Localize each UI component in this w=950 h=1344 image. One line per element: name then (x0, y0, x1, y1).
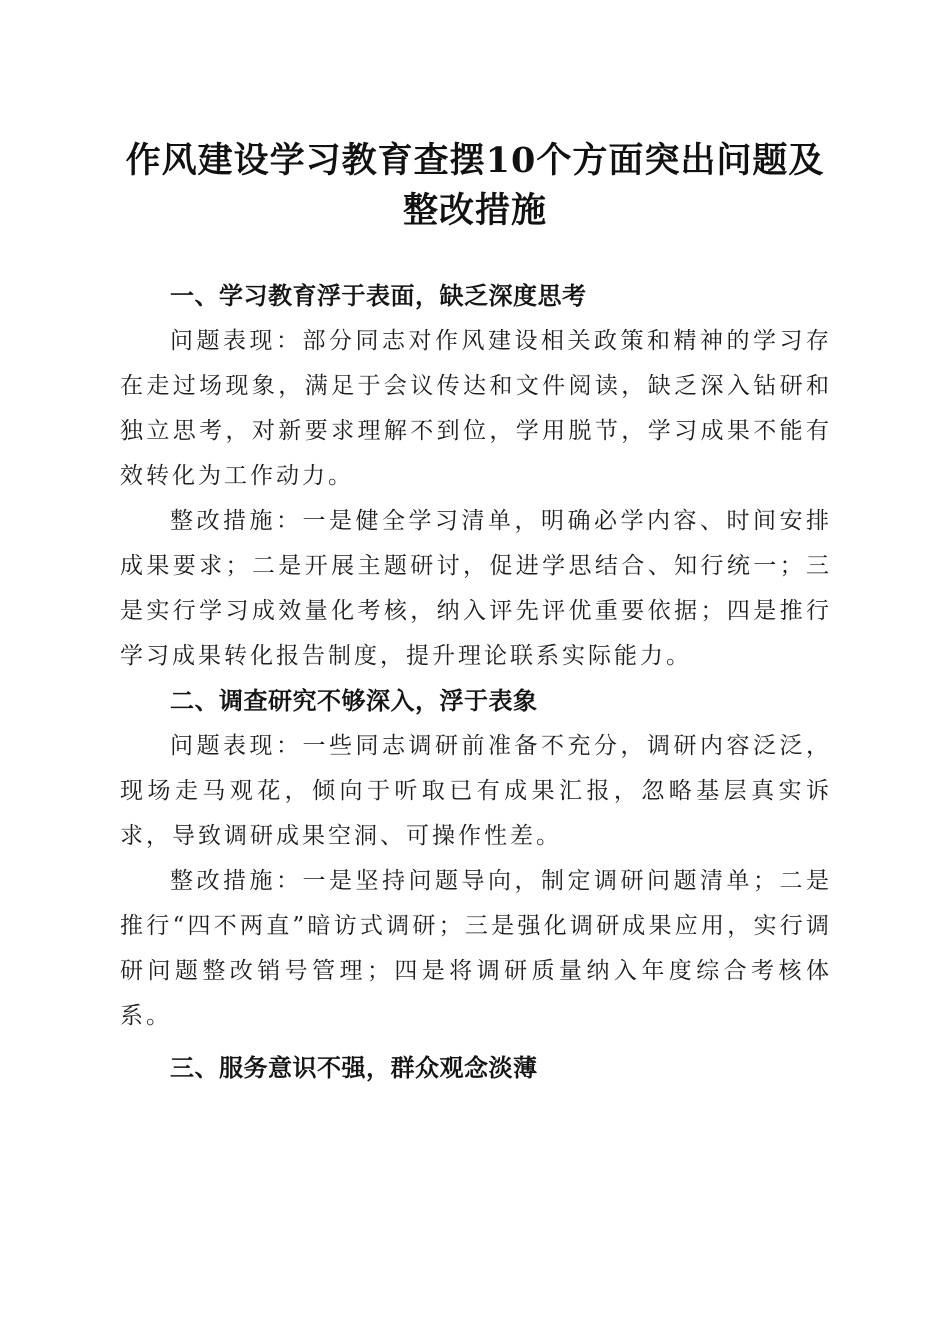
section-1-measures: 整改措施：一是健全学习清单，明确必学内容、时间安排成果要求；二是开展主题研讨，促进学思结合、知行统一；三是实行学习成效量化考核，纳入评先评优重要依据；四是推行学习成果转化报告制度，提升理论联系实际能力。 (120, 508, 832, 669)
title-line-1: 作风建设学习教育查摆10个方面突出问题及 (125, 140, 825, 181)
section-2-problem: 问题表现：一些同志调研前准备不充分，调研内容泛泛，现场走马观花，倾向于听取已有成果汇报，忽略基层真实诉求，导致调研成果空洞、可操作性差。 (120, 733, 832, 849)
title-line-2: 整改措施 (402, 190, 547, 231)
section-2-measures: 整改措施：一是坚持问题导向，制定调研问题清单；二是推行“四不两直”暗访式调研；三是强化调研成果应用，实行调研问题整改销号管理；四是将调研质量纳入年度综合考核体系。 (120, 868, 832, 1029)
section-1-problem: 问题表现：部分同志对作风建设相关政策和精神的学习存在走过场现象，满足于会议传达和文件阅读，缺乏深入钻研和独立思考，对新要求理解不到位，学用脱节，学习成果不能有效转化为工作动力。 (120, 328, 832, 489)
document-title (100, 136, 850, 236)
section-3-heading: 三、服务意识不强，群众观念淡薄 (170, 1054, 538, 1082)
document-body (120, 274, 832, 1091)
section-2-heading: 二、调查研究不够深入，浮于表象 (170, 687, 538, 715)
section-spacer (120, 1039, 832, 1046)
section-1-heading: 一、学习教育浮于表面，缺乏深度思考 (170, 282, 587, 310)
